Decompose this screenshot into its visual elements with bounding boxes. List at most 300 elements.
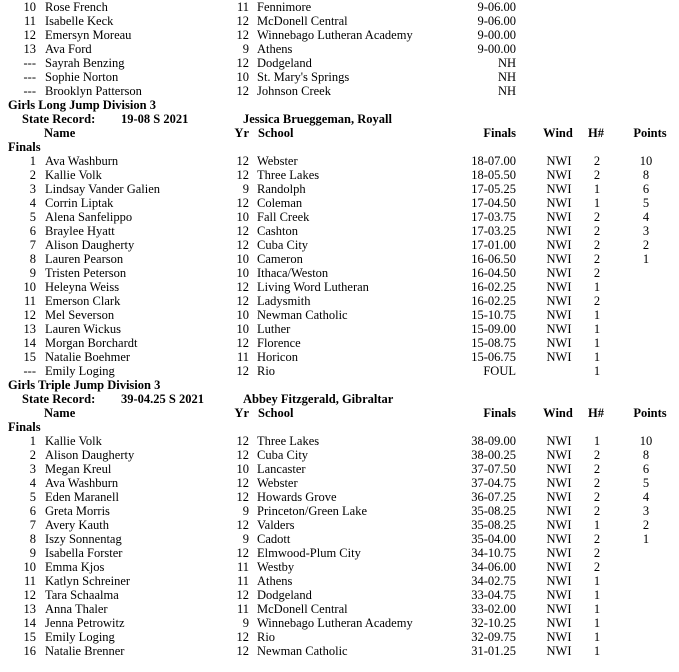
year-cell: 10 xyxy=(236,462,249,476)
mark-cell: FOUL xyxy=(483,364,516,378)
points-cell: 5 xyxy=(642,476,650,490)
state-record-holder: Abbey Fitzgerald, Gibraltar xyxy=(243,392,394,406)
school-name: Living Word Lutheran xyxy=(257,280,369,294)
wind-cell: NWI xyxy=(546,308,572,322)
result-row xyxy=(0,476,679,490)
state-record-holder: Jessica Brueggeman, Royall xyxy=(243,112,392,126)
result-row xyxy=(0,560,679,574)
school-name: Fall Creek xyxy=(257,210,310,224)
points-cell: 6 xyxy=(642,182,650,196)
year-cell: 12 xyxy=(236,168,249,182)
points-cell: 10 xyxy=(639,434,653,448)
place-cell: 4 xyxy=(29,476,36,490)
points-cell: 2 xyxy=(642,238,650,252)
wind-cell: NWI xyxy=(546,336,572,350)
column-header-row xyxy=(0,406,679,420)
result-row xyxy=(0,168,679,182)
section-label: Finals xyxy=(8,140,41,154)
place-cell: 1 xyxy=(29,154,36,168)
school-name: Cadott xyxy=(257,532,291,546)
year-cell: 12 xyxy=(236,294,249,308)
year-cell: 12 xyxy=(236,490,249,504)
heat-cell: 1 xyxy=(593,616,601,630)
wind-cell: NWI xyxy=(546,602,572,616)
result-row xyxy=(0,252,679,266)
mark-cell: 9-06.00 xyxy=(477,0,516,14)
result-row xyxy=(0,210,679,224)
event-title: Girls Long Jump Division 3 xyxy=(8,98,156,112)
school-name: Horicon xyxy=(257,350,298,364)
heat-cell: 2 xyxy=(593,462,601,476)
mark-cell: 16-06.50 xyxy=(471,252,516,266)
place-cell: 14 xyxy=(23,616,36,630)
wind-cell: NWI xyxy=(546,476,572,490)
mark-cell: NH xyxy=(497,84,516,98)
mark-cell: 17-03.25 xyxy=(471,224,516,238)
place-cell: 8 xyxy=(29,252,36,266)
school-name: Winnebago Lutheran Academy xyxy=(257,28,413,42)
school-name: Rio xyxy=(257,630,276,644)
heat-cell: 2 xyxy=(593,546,601,560)
state-record-row xyxy=(0,112,679,126)
athlete-name: Sophie Norton xyxy=(45,70,119,84)
result-row xyxy=(0,532,679,546)
heat-cell: 1 xyxy=(593,364,601,378)
section-row xyxy=(0,140,679,154)
heat-cell: 2 xyxy=(593,490,601,504)
result-row xyxy=(0,42,679,56)
athlete-name: Ava Ford xyxy=(45,42,92,56)
result-row xyxy=(0,364,679,378)
wind-cell: NWI xyxy=(546,238,572,252)
heat-cell: 2 xyxy=(593,560,601,574)
result-row xyxy=(0,448,679,462)
place-cell: 1 xyxy=(29,434,36,448)
mark-cell: 17-04.50 xyxy=(471,196,516,210)
place-cell: 10 xyxy=(23,0,36,14)
header-finals: Finals xyxy=(483,126,516,140)
school-name: Coleman xyxy=(257,196,303,210)
athlete-name: Sayrah Benzing xyxy=(45,56,125,70)
heat-cell: 2 xyxy=(593,476,601,490)
wind-cell: NWI xyxy=(546,210,572,224)
year-cell: 12 xyxy=(236,280,249,294)
wind-cell: NWI xyxy=(546,350,572,364)
wind-cell: NWI xyxy=(546,448,572,462)
year-cell: 9 xyxy=(242,182,249,196)
year-cell: 12 xyxy=(236,14,249,28)
school-name: Athens xyxy=(257,574,293,588)
year-cell: 12 xyxy=(236,476,249,490)
wind-cell: NWI xyxy=(546,154,572,168)
athlete-name: Emily Loging xyxy=(45,364,115,378)
athlete-name: Katlyn Schreiner xyxy=(45,574,131,588)
header-wind: Wind xyxy=(543,406,573,420)
athlete-name: Isabelle Keck xyxy=(45,14,114,28)
year-cell: 12 xyxy=(236,546,249,560)
wind-cell: NWI xyxy=(546,532,572,546)
athlete-name: Tara Schaalma xyxy=(45,588,119,602)
heat-cell: 2 xyxy=(593,448,601,462)
mark-cell: 35-08.25 xyxy=(471,504,516,518)
state-record-label: State Record: xyxy=(22,392,96,406)
header-points: Points xyxy=(633,126,667,140)
state-record-row xyxy=(0,392,679,406)
mark-cell: 35-04.00 xyxy=(471,532,516,546)
mark-cell: 9-00.00 xyxy=(477,28,516,42)
wind-cell: NWI xyxy=(546,266,572,280)
school-name: Johnson Creek xyxy=(257,84,331,98)
school-name: Princeton/Green Lake xyxy=(257,504,368,518)
mark-cell: NH xyxy=(497,56,516,70)
wind-cell: NWI xyxy=(546,616,572,630)
result-row xyxy=(0,84,679,98)
year-cell: 12 xyxy=(236,56,249,70)
mark-cell: 34-10.75 xyxy=(471,546,516,560)
year-cell: 12 xyxy=(236,224,249,238)
athlete-name: Corrin Liptak xyxy=(45,196,114,210)
school-name: Elmwood-Plum City xyxy=(257,546,361,560)
heat-cell: 1 xyxy=(593,630,601,644)
school-name: Dodgeland xyxy=(257,56,312,70)
result-row xyxy=(0,182,679,196)
place-cell: --- xyxy=(23,56,36,70)
year-cell: 9 xyxy=(242,616,249,630)
points-cell: 8 xyxy=(642,168,650,182)
place-cell: 11 xyxy=(23,574,36,588)
section-label: Finals xyxy=(8,420,41,434)
header-name: Name xyxy=(44,126,76,140)
year-cell: 10 xyxy=(236,322,249,336)
points-cell: 1 xyxy=(642,532,650,546)
school-name: Cashton xyxy=(257,224,298,238)
place-cell: 5 xyxy=(29,490,36,504)
school-name: Athens xyxy=(257,42,293,56)
mark-cell: 32-10.25 xyxy=(471,616,516,630)
wind-cell: NWI xyxy=(546,504,572,518)
state-record-value: 19-08 S 2021 xyxy=(121,112,189,126)
state-record-label: State Record: xyxy=(22,112,96,126)
heat-cell: 1 xyxy=(593,350,601,364)
mark-cell: 32-09.75 xyxy=(471,630,516,644)
school-name: Luther xyxy=(257,322,291,336)
wind-cell: NWI xyxy=(546,196,572,210)
wind-cell: NWI xyxy=(546,182,572,196)
wind-cell: NWI xyxy=(546,224,572,238)
place-cell: 6 xyxy=(29,504,36,518)
year-cell: 12 xyxy=(236,364,249,378)
school-name: Winnebago Lutheran Academy xyxy=(257,616,413,630)
place-cell: 2 xyxy=(29,168,36,182)
athlete-name: Kallie Volk xyxy=(45,434,102,448)
athlete-name: Natalie Boehmer xyxy=(45,350,131,364)
place-cell: 12 xyxy=(23,588,36,602)
place-cell: 7 xyxy=(29,518,36,532)
year-cell: 10 xyxy=(236,252,249,266)
place-cell: 5 xyxy=(29,210,36,224)
wind-cell: NWI xyxy=(546,434,572,448)
athlete-name: Tristen Peterson xyxy=(45,266,127,280)
header-school: School xyxy=(258,126,294,140)
mark-cell: 16-04.50 xyxy=(471,266,516,280)
result-row xyxy=(0,350,679,364)
athlete-name: Kallie Volk xyxy=(45,168,102,182)
school-name: Rio xyxy=(257,364,276,378)
column-header-row xyxy=(0,126,679,140)
athlete-name: Megan Kreul xyxy=(45,462,112,476)
header-heat: H# xyxy=(588,406,604,420)
heat-cell: 1 xyxy=(593,644,601,658)
heat-cell: 2 xyxy=(593,154,601,168)
school-name: Lancaster xyxy=(257,462,306,476)
place-cell: 16 xyxy=(23,644,36,658)
school-name: Newman Catholic xyxy=(257,644,348,658)
school-name: Ladysmith xyxy=(257,294,311,308)
heat-cell: 2 xyxy=(593,294,601,308)
points-cell: 1 xyxy=(642,252,650,266)
year-cell: 10 xyxy=(236,210,249,224)
heat-cell: 1 xyxy=(593,308,601,322)
year-cell: 12 xyxy=(236,84,249,98)
school-name: Valders xyxy=(257,518,295,532)
result-row xyxy=(0,630,679,644)
athlete-name: Avery Kauth xyxy=(45,518,109,532)
wind-cell: NWI xyxy=(546,546,572,560)
result-row xyxy=(0,0,679,14)
points-cell: 3 xyxy=(642,504,650,518)
result-row xyxy=(0,154,679,168)
heat-cell: 2 xyxy=(593,238,601,252)
year-cell: 9 xyxy=(242,532,249,546)
school-name: Webster xyxy=(257,154,298,168)
heat-cell: 2 xyxy=(593,504,601,518)
result-row xyxy=(0,574,679,588)
athlete-name: Rose French xyxy=(45,0,108,14)
wind-cell: NWI xyxy=(546,560,572,574)
place-cell: 9 xyxy=(29,546,36,560)
mark-cell: 37-07.50 xyxy=(471,462,516,476)
place-cell: 3 xyxy=(29,182,36,196)
points-cell: 6 xyxy=(642,462,650,476)
school-name: Howards Grove xyxy=(257,490,337,504)
wind-cell: NWI xyxy=(546,630,572,644)
mark-cell: 18-05.50 xyxy=(471,168,516,182)
mark-cell: 38-00.25 xyxy=(471,448,516,462)
athlete-name: Lauren Wickus xyxy=(45,322,121,336)
athlete-name: Alena Sanfelippo xyxy=(45,210,133,224)
mark-cell: 17-05.25 xyxy=(471,182,516,196)
year-cell: 12 xyxy=(236,448,249,462)
school-name: Newman Catholic xyxy=(257,308,348,322)
school-name: Cuba City xyxy=(257,238,309,252)
wind-cell: NWI xyxy=(546,518,572,532)
place-cell: 12 xyxy=(23,308,36,322)
heat-cell: 1 xyxy=(593,322,601,336)
header-name: Name xyxy=(44,406,76,420)
mark-cell: 36-07.25 xyxy=(471,490,516,504)
year-cell: 9 xyxy=(242,42,249,56)
year-cell: 12 xyxy=(236,196,249,210)
wind-cell: NWI xyxy=(546,490,572,504)
athlete-name: Emma Kjos xyxy=(45,560,105,574)
result-row xyxy=(0,644,679,658)
school-name: St. Mary's Springs xyxy=(257,70,350,84)
athlete-name: Iszy Sonnentag xyxy=(45,532,122,546)
wind-cell: NWI xyxy=(546,588,572,602)
wind-cell: NWI xyxy=(546,462,572,476)
place-cell: 10 xyxy=(23,280,36,294)
result-row xyxy=(0,462,679,476)
result-row xyxy=(0,294,679,308)
year-cell: 12 xyxy=(236,518,249,532)
year-cell: 12 xyxy=(236,336,249,350)
points-cell: 4 xyxy=(642,210,650,224)
mark-cell: 9-00.00 xyxy=(477,42,516,56)
result-row xyxy=(0,266,679,280)
event-title-row xyxy=(0,98,679,112)
place-cell: 10 xyxy=(23,560,36,574)
athlete-name: Braylee Hyatt xyxy=(45,224,115,238)
mark-cell: 16-02.25 xyxy=(471,280,516,294)
result-row xyxy=(0,588,679,602)
mark-cell: 34-02.75 xyxy=(471,574,516,588)
school-name: Ithaca/Weston xyxy=(257,266,329,280)
mark-cell: 15-09.00 xyxy=(471,322,516,336)
result-row xyxy=(0,196,679,210)
header-points: Points xyxy=(633,406,667,420)
school-name: McDonell Central xyxy=(257,602,348,616)
result-row xyxy=(0,518,679,532)
event-title: Girls Triple Jump Division 3 xyxy=(8,378,161,392)
athlete-name: Ava Washburn xyxy=(45,154,119,168)
result-row xyxy=(0,434,679,448)
athlete-name: Alison Daugherty xyxy=(45,448,135,462)
section-row xyxy=(0,420,679,434)
place-cell: --- xyxy=(23,84,36,98)
athlete-name: Brooklyn Patterson xyxy=(45,84,142,98)
result-row xyxy=(0,336,679,350)
mark-cell: 17-01.00 xyxy=(471,238,516,252)
heat-cell: 2 xyxy=(593,224,601,238)
place-cell: 11 xyxy=(23,14,36,28)
place-cell: 7 xyxy=(29,238,36,252)
header-heat: H# xyxy=(588,126,604,140)
year-cell: 12 xyxy=(236,644,249,658)
result-row xyxy=(0,616,679,630)
year-cell: 10 xyxy=(236,308,249,322)
athlete-name: Eden Maranell xyxy=(45,490,119,504)
heat-cell: 2 xyxy=(593,210,601,224)
athlete-name: Greta Morris xyxy=(45,504,110,518)
place-cell: 12 xyxy=(23,28,36,42)
year-cell: 12 xyxy=(236,28,249,42)
points-cell: 8 xyxy=(642,448,650,462)
heat-cell: 1 xyxy=(593,574,601,588)
place-cell: 6 xyxy=(29,224,36,238)
result-row xyxy=(0,70,679,84)
school-name: McDonell Central xyxy=(257,14,348,28)
header-finals: Finals xyxy=(483,406,516,420)
year-cell: 9 xyxy=(242,504,249,518)
heat-cell: 1 xyxy=(593,336,601,350)
result-row xyxy=(0,56,679,70)
heat-cell: 2 xyxy=(593,168,601,182)
wind-cell: NWI xyxy=(546,168,572,182)
athlete-name: Emily Loging xyxy=(45,630,115,644)
school-name: Westby xyxy=(257,560,295,574)
heat-cell: 1 xyxy=(593,602,601,616)
athlete-name: Alison Daugherty xyxy=(45,238,135,252)
result-row xyxy=(0,546,679,560)
header-wind: Wind xyxy=(543,126,573,140)
wind-cell: NWI xyxy=(546,574,572,588)
mark-cell: 17-03.75 xyxy=(471,210,516,224)
heat-cell: 2 xyxy=(593,532,601,546)
result-row xyxy=(0,322,679,336)
place-cell: 15 xyxy=(23,350,36,364)
header-school: School xyxy=(258,406,294,420)
school-name: Randolph xyxy=(257,182,306,196)
mark-cell: 37-04.75 xyxy=(471,476,516,490)
wind-cell: NWI xyxy=(546,322,572,336)
heat-cell: 1 xyxy=(593,518,601,532)
points-cell: 3 xyxy=(642,224,650,238)
place-cell: 15 xyxy=(23,630,36,644)
mark-cell: 31-01.25 xyxy=(471,644,516,658)
year-cell: 11 xyxy=(236,602,249,616)
athlete-name: Lindsay Vander Galien xyxy=(45,182,161,196)
year-cell: 10 xyxy=(236,70,249,84)
points-cell: 2 xyxy=(642,518,650,532)
result-row xyxy=(0,308,679,322)
result-row xyxy=(0,238,679,252)
year-cell: 11 xyxy=(236,574,249,588)
place-cell: 13 xyxy=(23,322,36,336)
school-name: Cameron xyxy=(257,252,303,266)
mark-cell: 38-09.00 xyxy=(471,434,516,448)
header-yr: Yr xyxy=(234,406,249,420)
points-cell: 10 xyxy=(639,154,653,168)
result-row xyxy=(0,28,679,42)
place-cell: --- xyxy=(23,70,36,84)
mark-cell: 18-07.00 xyxy=(471,154,516,168)
event-title-row xyxy=(0,378,679,392)
heat-cell: 1 xyxy=(593,182,601,196)
wind-cell: NWI xyxy=(546,294,572,308)
wind-cell: NWI xyxy=(546,644,572,658)
school-name: Three Lakes xyxy=(257,434,320,448)
year-cell: 12 xyxy=(236,154,249,168)
mark-cell: 33-02.00 xyxy=(471,602,516,616)
header-yr: Yr xyxy=(234,126,249,140)
school-name: Florence xyxy=(257,336,301,350)
result-row xyxy=(0,224,679,238)
year-cell: 12 xyxy=(236,630,249,644)
heat-cell: 1 xyxy=(593,196,601,210)
place-cell: 3 xyxy=(29,462,36,476)
athlete-name: Lauren Pearson xyxy=(45,252,124,266)
place-cell: --- xyxy=(23,364,36,378)
state-record-value: 39-04.25 S 2021 xyxy=(121,392,204,406)
school-name: Three Lakes xyxy=(257,168,320,182)
athlete-name: Emerson Clark xyxy=(45,294,121,308)
result-row xyxy=(0,14,679,28)
result-row xyxy=(0,280,679,294)
mark-cell: 34-06.00 xyxy=(471,560,516,574)
place-cell: 4 xyxy=(29,196,36,210)
athlete-name: Heleyna Weiss xyxy=(45,280,120,294)
points-cell: 5 xyxy=(642,196,650,210)
